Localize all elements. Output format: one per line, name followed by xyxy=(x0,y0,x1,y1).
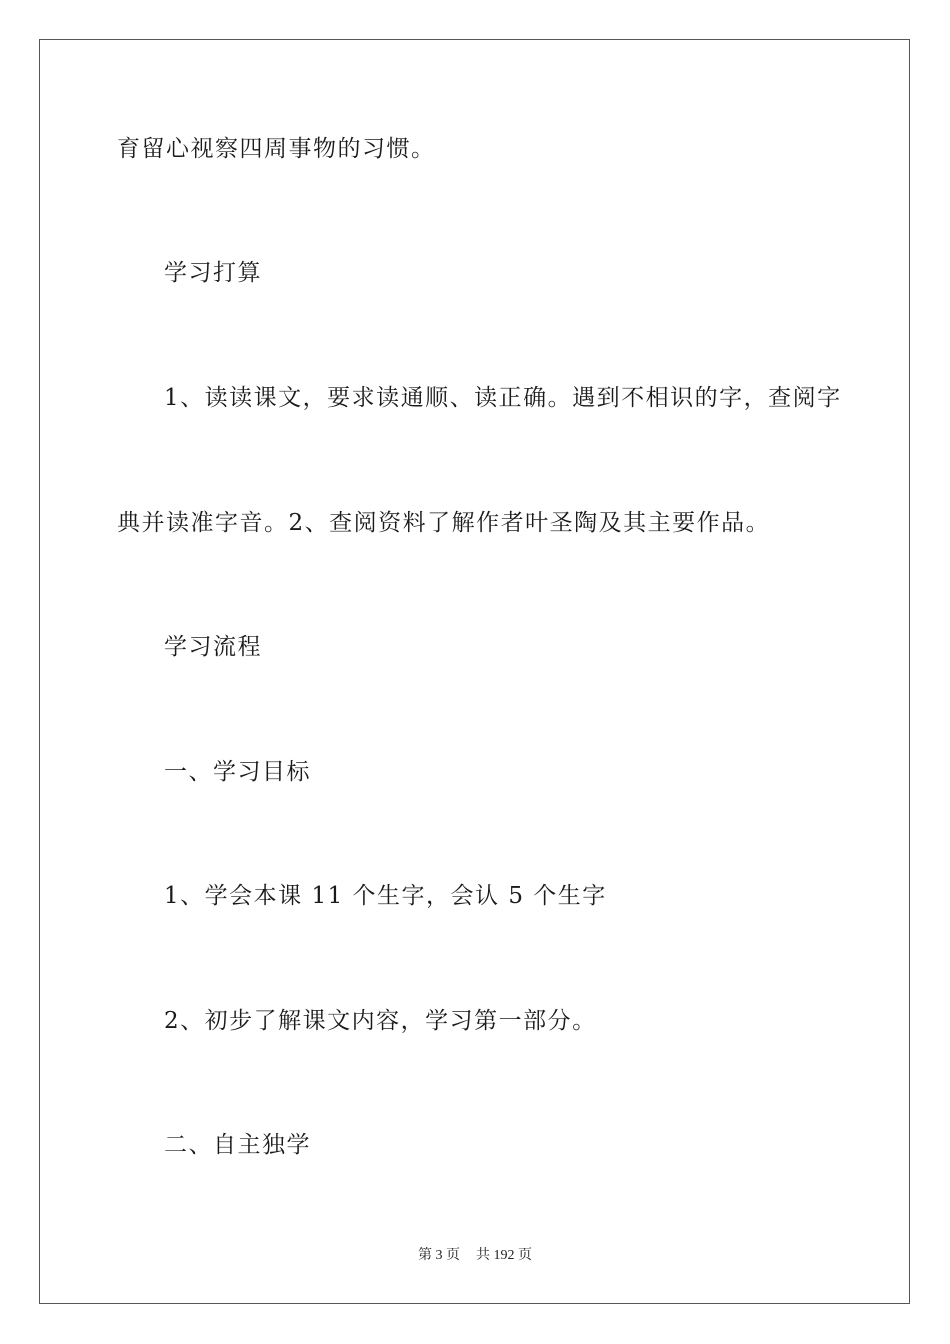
page-number: 第 3 页 xyxy=(418,1248,460,1263)
page-footer xyxy=(0,1246,950,1266)
section-heading-study-process: 学习流程 xyxy=(164,634,262,660)
list-item: 2、初步了解课文内容，学习第一部分。 xyxy=(164,1008,597,1034)
list-item: 1、学会本课 11 个生字，会认 5 个生字 xyxy=(164,883,607,909)
body-text-line: 育留心视察四周事物的习惯。 xyxy=(117,136,436,162)
section-heading-study-plan: 学习打算 xyxy=(164,260,262,286)
page-total: 共 192 页 xyxy=(476,1248,532,1263)
body-text-line: 典并读准字音。2、查阅资料了解作者叶圣陶及其主要作品。 xyxy=(117,510,771,536)
body-text-line: 1、读读课文，要求读通顺、读正确。遇到不相识的字，查阅字 xyxy=(164,385,842,411)
page-frame xyxy=(39,39,910,1304)
subheading-self-study: 二、自主独学 xyxy=(164,1132,311,1158)
subheading-learning-goals: 一、学习目标 xyxy=(164,759,311,785)
